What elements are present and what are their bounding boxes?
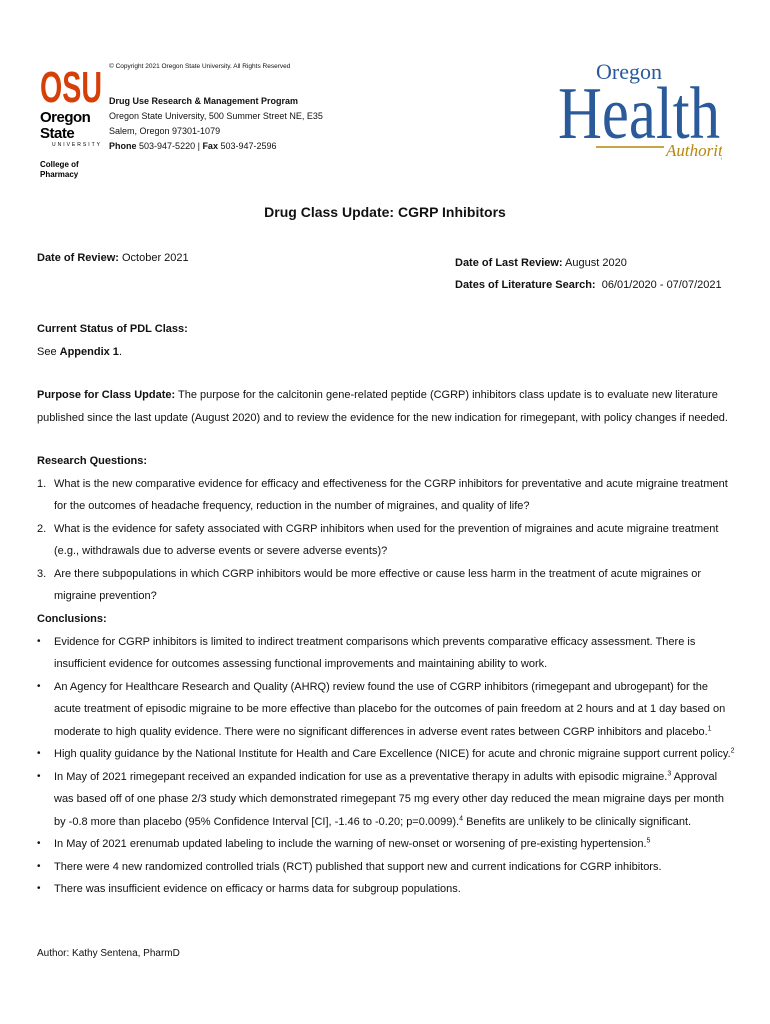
bullet-icon: •: [37, 748, 41, 759]
bullet-icon: •: [37, 770, 41, 782]
list-item: [37, 856, 737, 879]
copyright: © Copyright 2021 Oregon State University. All Rights Reserved: [109, 63, 291, 70]
program-name: Drug Use Research & Management Program: [109, 96, 299, 106]
reference-mark: 2: [730, 747, 735, 755]
list-item: [37, 518, 737, 563]
bullet-icon: •: [37, 680, 41, 692]
osu-name: Oregon State: [40, 109, 91, 142]
item-text: In May of 2021 erenumab updated labeling to include the warning of new-onset or worsening of pre-existing hypertension.: [54, 838, 647, 850]
appendix-link: Appendix 1: [59, 345, 119, 358]
item-text-continued: Approval was based off of one phase 2/3 study which demonstrated rimegepant 75 mg every other day reduced the mean migraine days per month by -0.8 more than placebo (95% Confidence Interval [CI], -1.46 to -0.20; p=0.0099).: [54, 770, 724, 828]
item-text: What is the evidence for safety associated with CGRP inhibitors when used for the prevention of migraines and acute migraine treatment (e.g., withdrawals due to adverse events or severe adverse events)?: [54, 522, 719, 557]
item-text: High quality guidance by the National Institute for Health and Care Excellence (NICE) for acute and chronic migraine support current policy.: [54, 748, 731, 760]
conclusions-section: [37, 608, 737, 901]
list-item: [37, 878, 737, 901]
item-text: In May of 2021 rimegepant received an expanded indication for use as a preventative therapy in adults with episodic migraine.: [54, 770, 668, 783]
osu-university: UNIVERSITY: [51, 142, 102, 148]
program-header: [109, 62, 323, 154]
purpose-label: Purpose for Class Update:: [37, 389, 176, 401]
osu-letters-logo: [40, 40, 102, 108]
item-text: There was insufficient evidence on efficacy or harms data for subgroup populations.: [54, 883, 461, 895]
oha-oregon-text: Oregon: [596, 59, 662, 84]
purpose-text: The purpose for the calcitonin gene-related peptide (CGRP) inhibitors class update is to evaluate new literature published since the last update (August 2020) and to review the evidence for the new indication for rimegepant, with policy changes if needed.: [37, 389, 728, 424]
date-of-review: [37, 252, 189, 264]
see-text: See: [37, 345, 57, 358]
page-title: Drug Class Update: CGRP Inhibitors: [264, 204, 506, 220]
item-text-continued: Benefits are unlikely to be clinically significant.: [463, 815, 692, 828]
item-text: Evidence for CGRP inhibitors is limited to indirect treatment comparisons which prevents comparative efficacy assessment. There is insufficient evidence for outcomes assessing functional improvements and maintaining ability to work.: [54, 635, 696, 670]
reference-mark: 1: [707, 724, 712, 732]
address-line-2: Salem, Oregon 97301-1079: [109, 126, 221, 136]
reference-mark: 4: [459, 814, 464, 822]
literature-search-label: Dates of Literature Search:: [455, 279, 596, 291]
list-item: [37, 631, 737, 676]
list-item: [37, 563, 737, 608]
item-text: An Agency for Healthcare Research and Quality (AHRQ) review found the use of CGRP inhibitors (rimegepant and ubrogepant) for the acute treatment of episodic migraine to be more effective than placebo for the outcomes of pain freedom at 2 hours and at 1 day based on moderate to high quality evidence. There were no significant differences in adverse event rates between CGRP inhibitors and placebo.: [54, 680, 726, 738]
item-number: 3.: [37, 567, 47, 580]
phone-label: Phone: [109, 141, 137, 151]
research-questions-section: [37, 450, 737, 608]
last-review-label: Date of Last Review:: [455, 257, 563, 269]
list-item: [37, 766, 737, 834]
research-heading: Research Questions:: [37, 455, 148, 467]
item-text: There were 4 new randomized controlled trials (RCT) published that support new and current indications for CGRP inhibitors.: [54, 860, 662, 873]
fax-label: Fax: [202, 141, 218, 151]
conclusions-heading: Conclusions:: [37, 613, 107, 625]
literature-search-value: 06/01/2020 - 07/07/2021: [601, 279, 722, 291]
date-of-review-label: Date of Review:: [37, 252, 119, 264]
contact-line: [109, 139, 323, 154]
bullet-icon: •: [37, 635, 41, 647]
item-text: What is the new comparative evidence for efficacy and effectiveness for the CGRP inhibitors for preventative and acute migraine treatment for the outcomes of headache frequency, reduction in the number of migraines, and quality of life?: [54, 477, 728, 512]
oregon-health-authority-logo: [556, 52, 722, 164]
reference-mark: 3: [667, 769, 672, 777]
literature-search: [455, 274, 722, 296]
status-period: .: [118, 345, 122, 358]
reference-mark: 5: [646, 837, 651, 845]
list-item: [37, 743, 737, 766]
date-of-review-value: October 2021: [121, 252, 189, 264]
item-number: 2.: [37, 522, 47, 535]
purpose-section: [37, 384, 737, 429]
pdl-status-heading: Current Status of PDL Class:: [37, 323, 188, 335]
review-dates-right: [455, 252, 722, 296]
conclusions-list: [37, 631, 737, 901]
oha-health-text: Health: [558, 73, 720, 155]
osu-logo: [40, 40, 102, 180]
oha-authority-text: Authori: [666, 141, 718, 160]
research-list: [37, 473, 737, 608]
last-review-value: August 2020: [565, 257, 627, 269]
author-line: Author: Kathy Sentena, PharmD: [37, 948, 180, 959]
bullet-icon: •: [37, 860, 41, 872]
item-text: Are there subpopulations in which CGRP inhibitors would be more effective or cause less harm in the treatment of acute migraines or migraine prevention?: [54, 567, 702, 602]
pdl-status-section: [37, 318, 737, 363]
osu-college: College of Pharmacy: [40, 160, 79, 179]
osu-letters-text: OSU: [40, 63, 102, 108]
bullet-icon: •: [37, 838, 41, 849]
list-item: [37, 473, 737, 518]
pdl-status-text: [37, 341, 737, 364]
list-item: [37, 833, 737, 856]
fax-value: 503-947-2596: [220, 141, 277, 151]
item-number: 1.: [37, 477, 47, 490]
bullet-icon: •: [37, 883, 41, 894]
phone-value: 503-947-5220 |: [139, 141, 200, 151]
address-line-1: Oregon State University, 500 Summer Street NE, E35: [109, 111, 323, 121]
last-review: [455, 252, 722, 274]
list-item: [37, 676, 737, 744]
